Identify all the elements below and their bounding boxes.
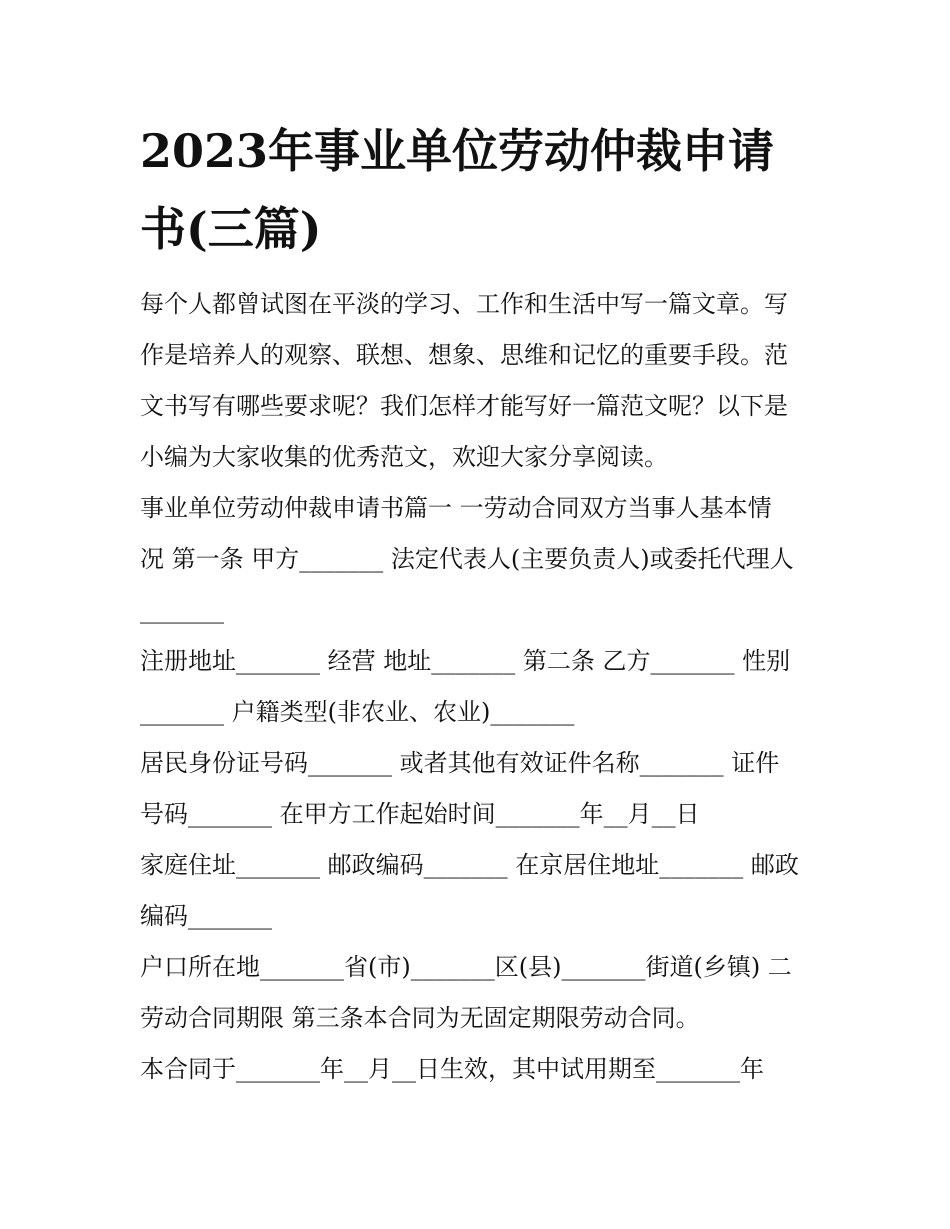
title-line: 书(三篇) <box>140 202 322 256</box>
document-title <box>140 112 820 268</box>
text-line: 号码_______ 在甲方工作起始时间_______年__月__日 <box>140 800 700 828</box>
text-line: _______ <box>140 596 224 624</box>
text-line: 劳动合同期限 第三条本合同为无固定期限劳动合同。 <box>140 1004 700 1032</box>
text-line: 小编为大家收集的优秀范文，欢迎大家分享阅读。 <box>140 443 668 471</box>
text-line: 注册地址_______ 经营 地址_______ 第二条 乙方_______ 性别 <box>140 647 791 675</box>
text-line: 居民身份证号码_______ 或者其他有效证件名称_______ 证件 <box>140 749 780 777</box>
text-line: 本合同于_______年__月__日生效，其中试用期至_______年 <box>140 1055 764 1083</box>
text-line: 家庭住址_______ 邮政编码_______ 在京居住地址_______ 邮政 <box>140 851 799 879</box>
text-line: 编码_______ <box>140 902 272 930</box>
text-line: 每个人都曾试图在平淡的学习、工作和生活中写一篇文章。写 <box>140 290 788 318</box>
text-line: _______ 户籍类型(非农业、农业)_______ <box>140 698 575 726</box>
text-line: 事业单位劳动仲裁申请书篇一 一劳动合同双方当事人基本情 <box>140 494 772 522</box>
text-line: 作是培养人的观察、联想、想象、思维和记忆的重要手段。范 <box>140 341 788 369</box>
text-line: 况 第一条 甲方_______ 法定代表人(主要负责人)或委托代理人 <box>140 545 794 573</box>
title-line: 2023年事业单位劳动仲裁申请 <box>140 124 775 178</box>
text-line: 文书写有哪些要求呢？我们怎样才能写好一篇范文呢？以下是 <box>140 392 788 420</box>
document-body <box>140 279 820 1095</box>
text-line: 户口所在地_______省(市)_______区(县)_______街道(乡镇) 二 <box>140 953 792 981</box>
